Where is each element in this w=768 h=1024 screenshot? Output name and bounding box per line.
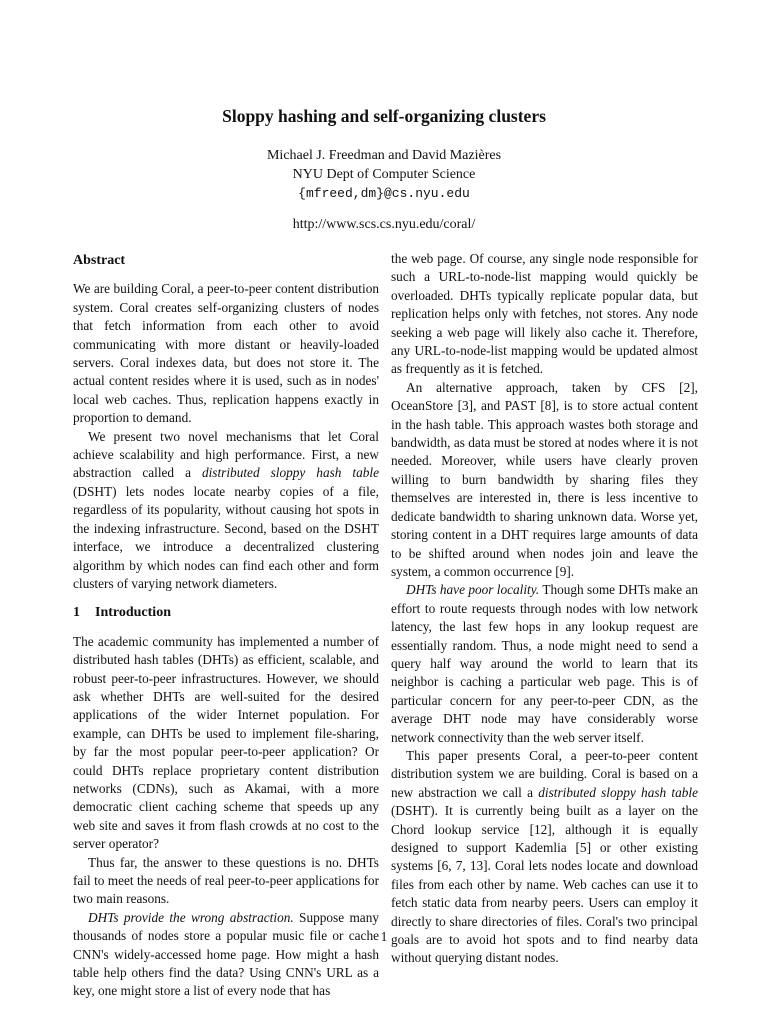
abstract-heading: Abstract — [73, 253, 126, 268]
paper-title: Sloppy hashing and self-organizing clusters — [222, 106, 546, 126]
intro-paragraph-3: DHTs provide the wrong abstraction. Suppose many thousands of nodes store a popular music file or cache CNN's widely-accessed home page. How might a hash table help others find the data? Using CNN's URL as a key, one might store a list of every node that has — [73, 909, 379, 999]
authors: Michael J. Freedman and David Mazières — [266, 148, 502, 163]
section-number: 1 — [73, 605, 80, 621]
abstract-paragraph-2: We present two novel mechanisms that let Coral achieve scalability and high performance. First, a new abstraction called a distributed sloppy hash table (DSHT) lets nodes locate nearby copies of a file, regardless of its popularity, without causing hot spots in the indexing infrastructure. Second, based on the DSHT interface, we introduce a decentralized clustering algorithm by which nodes can find each other and form clusters of varying network diameters. — [73, 428, 379, 591]
intro-paragraph-6: This paper presents Coral, a peer-to-peer content distribution system we are building. Coral is based on a new abstraction we call a distributed sloppy hash table (DSHT). It is currently being built as a layer on the Chord lookup service [12], although it is equally designed to support Kademlia [5] or other existing systems [6, 7, 13]. Coral lets nodes locate and download files from each other by name. Web caches can use it to fetch static data from nearby peers. Users can employ it directly to share directories of files. Coral's two principal goals are to avoid hot spots and to find nearby data without querying distant nodes. — [391, 747, 698, 966]
intro-paragraph-1: The academic community has implemented a number of distributed hash tables (DHTs) as efficient, scalable, and robust peer-to-peer infrastructures. However, we should ask whether DHTs are well-suited for the desired applications of the wider Internet population. For example, can DHTs be used to implement file-sharing, by far the most popular peer-to-peer application? Or could DHTs replace proprietary content distribution networks (CDNs), such as Akamai, with a more democratic client caching scheme that speeds up any web site and saves it from flash crowds at no cost to the server operator? — [73, 633, 379, 852]
author-block — [0, 146, 768, 234]
project-url: http://www.scs.cs.nyu.edu/coral/ — [292, 217, 476, 232]
intro-paragraph-2: Thus far, the answer to these questions is no. DHTs fail to meet the needs of real peer-to-peer applications for two main reasons. — [73, 854, 379, 907]
intro-paragraph-4: An alternative approach, taken by CFS [2], OceanStore [3], and PAST [8], is to store actual content in the hash table. This approach wastes both storage and bandwidth, as data must be stored at nodes where it is not needed. Moreover, while users have clearly proven willing to burn bandwidth by sharing files they themselves are interested in, there is less incentive to dedicate bandwidth to sharing unknown data. Worse yet, storing content in a DHT requires large amounts of data to be shifted around when nodes join and leave the system, a common occurrence [9]. — [391, 379, 698, 579]
section-title: Introduction — [95, 605, 171, 621]
intro-paragraph-5: DHTs have poor locality. Though some DHTs make an effort to route requests through nodes with low network latency, the last few hops in any lookup request are essentially random. Thus, a node might need to send a query half way around the world to learn that its neighbor is caching a particular web page. This is of particular concern for any peer-to-peer CDN, as the average DHT node may have considerably worse network connectivity than the web server itself. — [391, 582, 698, 745]
left-column — [73, 252, 379, 1001]
intro-paragraph-3-continued: the web page. Of course, any single node responsible for such a URL-to-node-list mapping would quickly be overloaded. DHTs typically replicate popular data, but replication helps only with fetches, not stores. Any node seeking a web page will likely also cache it. Therefore, any URL-to-node-list mapping would be updated almost as frequently as it is fetched. — [391, 251, 698, 377]
author-email: {mfreed,dm}@cs.nyu.edu — [298, 186, 470, 201]
section-heading-introduction — [73, 604, 379, 622]
abstract-paragraph-1: We are building Coral, a peer-to-peer content distribution system. Coral creates self-organizing clusters of nodes that fetch information from each other to avoid communicating with more distant or heavily-loaded servers. Coral indexes data, but does not store it. The actual content resides where it is used, such as in nodes' local web caches. Thus, replication happens exactly in proportion to demand. — [73, 281, 379, 426]
right-column — [391, 250, 698, 968]
affiliation: NYU Dept of Computer Science — [292, 167, 476, 182]
page-number: 1 — [380, 929, 388, 944]
